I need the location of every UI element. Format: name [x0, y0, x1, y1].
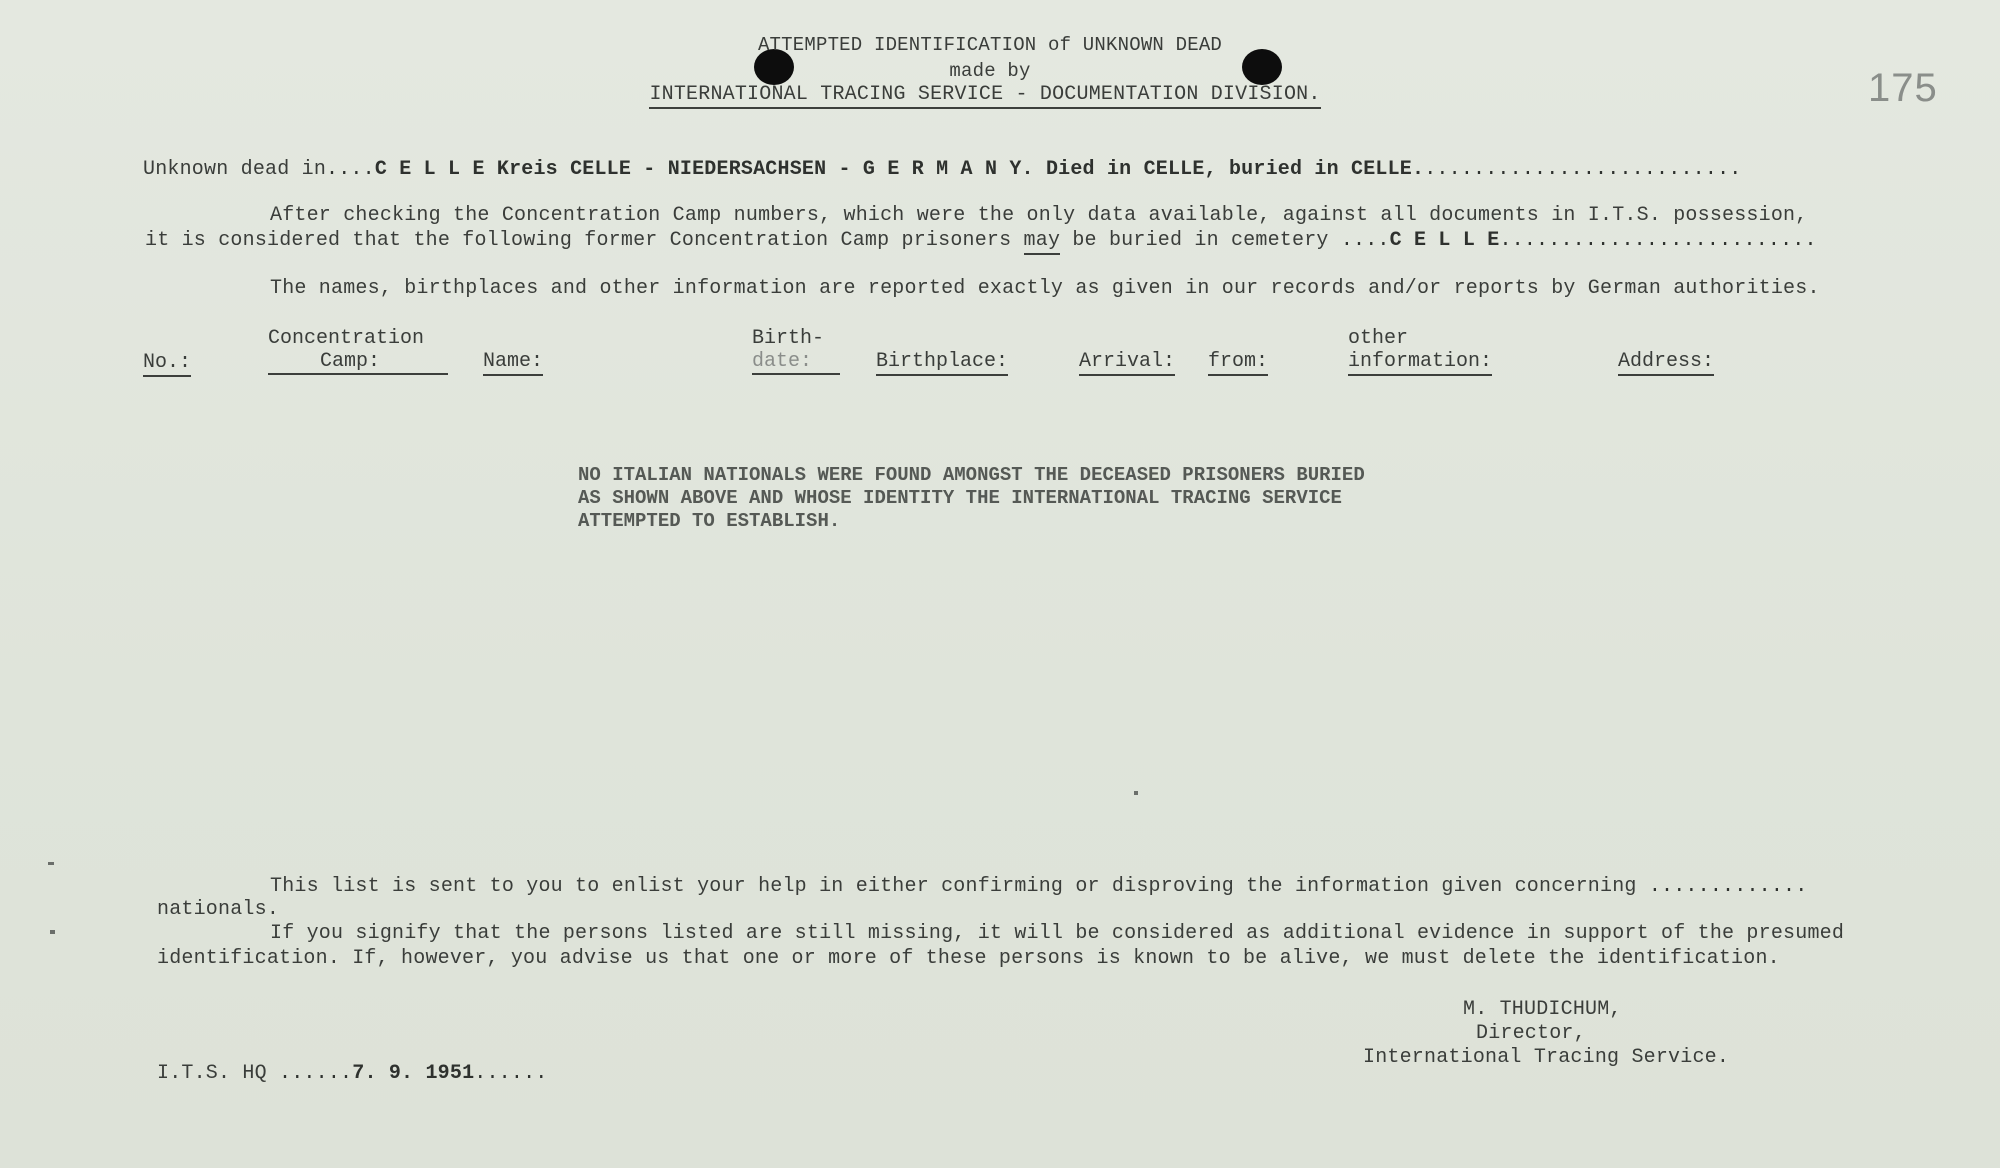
- col-birthdate-underline: [752, 373, 840, 375]
- issuing-division: [0, 83, 1970, 106]
- footer-date: 7. 9. 1951: [352, 1062, 475, 1085]
- document-title: ATTEMPTED IDENTIFICATION of UNKNOWN DEAD: [757, 34, 1223, 56]
- intro-line-2: it is considered that the following former Concentration Camp prisoners may be buried in cemetery ....C E L L E..........................: [145, 229, 1817, 252]
- stamp-line-1: NO ITALIAN NATIONALS WERE FOUND AMONGST THE DECEASED PRISONERS BURIED: [578, 464, 1365, 486]
- margin-mark: [48, 862, 54, 865]
- issuing-division-text: INTERNATIONAL TRACING SERVICE - DOCUMENTATION DIVISION.: [649, 83, 1320, 109]
- closing-p1-line-2: nationals.: [157, 898, 280, 921]
- records-note: The names, birthplaces and other information are reported exactly as given in our records and/or reports by German authorities.: [270, 277, 1820, 300]
- col-other-bottom: information:: [1348, 350, 1492, 373]
- no-italian-nationals-stamp: [578, 464, 1365, 533]
- signatory-organization: International Tracing Service.: [1363, 1046, 1730, 1069]
- footer-label: I.T.S. HQ: [157, 1062, 267, 1085]
- margin-mark: [1134, 791, 1138, 795]
- signatory-title: Director,: [1476, 1022, 1586, 1045]
- margin-mark: [50, 930, 55, 934]
- col-arrival: Arrival:: [1079, 350, 1175, 373]
- col-name: Name:: [483, 350, 543, 373]
- page-number: 175: [1868, 66, 1938, 110]
- location-value: C E L L E Kreis CELLE - NIEDERSACHSEN - G E R M A N Y. Died in CELLE, buried in CELLE.: [374, 158, 1425, 181]
- footer-date-line: I.T.S. HQ ......7. 9. 1951......: [157, 1062, 548, 1085]
- document-subtitle: made by: [949, 60, 1031, 82]
- closing-p1-line-1: This list is sent to you to enlist your help in either confirming or disproving the information given concerning .............: [270, 875, 1808, 898]
- col-birthdate-top: Birth-: [752, 327, 825, 350]
- col-camp-bottom: Camp:: [320, 350, 381, 373]
- signatory-name: M. THUDICHUM,: [1463, 998, 1622, 1021]
- intro-line-1: After checking the Concentration Camp numbers, which were the only data available, against all documents in I.T.S. possession,: [270, 204, 1808, 227]
- stamp-line-3: ATTEMPTED TO ESTABLISH.: [578, 510, 841, 532]
- col-camp-underline: [268, 373, 448, 375]
- col-birthdate-bottom: date:: [752, 350, 813, 373]
- col-from: from:: [1208, 350, 1268, 373]
- intro-may: may: [1024, 229, 1061, 255]
- location-label: Unknown dead in: [143, 158, 327, 181]
- location-line: Unknown dead in....C E L L E Kreis CELLE - NIEDERSACHSEN - G E R M A N Y. Died in CELLE, buried in CELLE...........................: [143, 158, 1742, 181]
- col-camp-top: Concentration: [268, 327, 425, 350]
- cemetery-name: C E L L E: [1389, 229, 1500, 252]
- col-no: No.:: [143, 351, 191, 374]
- stamp-line-2: AS SHOWN ABOVE AND WHOSE IDENTITY THE INTERNATIONAL TRACING SERVICE: [578, 487, 1342, 509]
- col-birthplace: Birthplace:: [876, 350, 1008, 373]
- closing-p2-line-1: If you signify that the persons listed are still missing, it will be considered as additional evidence in support of the presumed: [270, 922, 1845, 945]
- intro-line-2-start: it is considered that the following former Concentration Camp prisoners: [145, 229, 1012, 252]
- col-address: Address:: [1618, 350, 1714, 373]
- intro-line-2-end: be buried in cemetery: [1072, 229, 1329, 252]
- col-other-top: other: [1348, 327, 1409, 350]
- closing-p2-line-2: identification. If, however, you advise us that one or more of these persons is known to be alive, we must delete the identification.: [157, 947, 1780, 970]
